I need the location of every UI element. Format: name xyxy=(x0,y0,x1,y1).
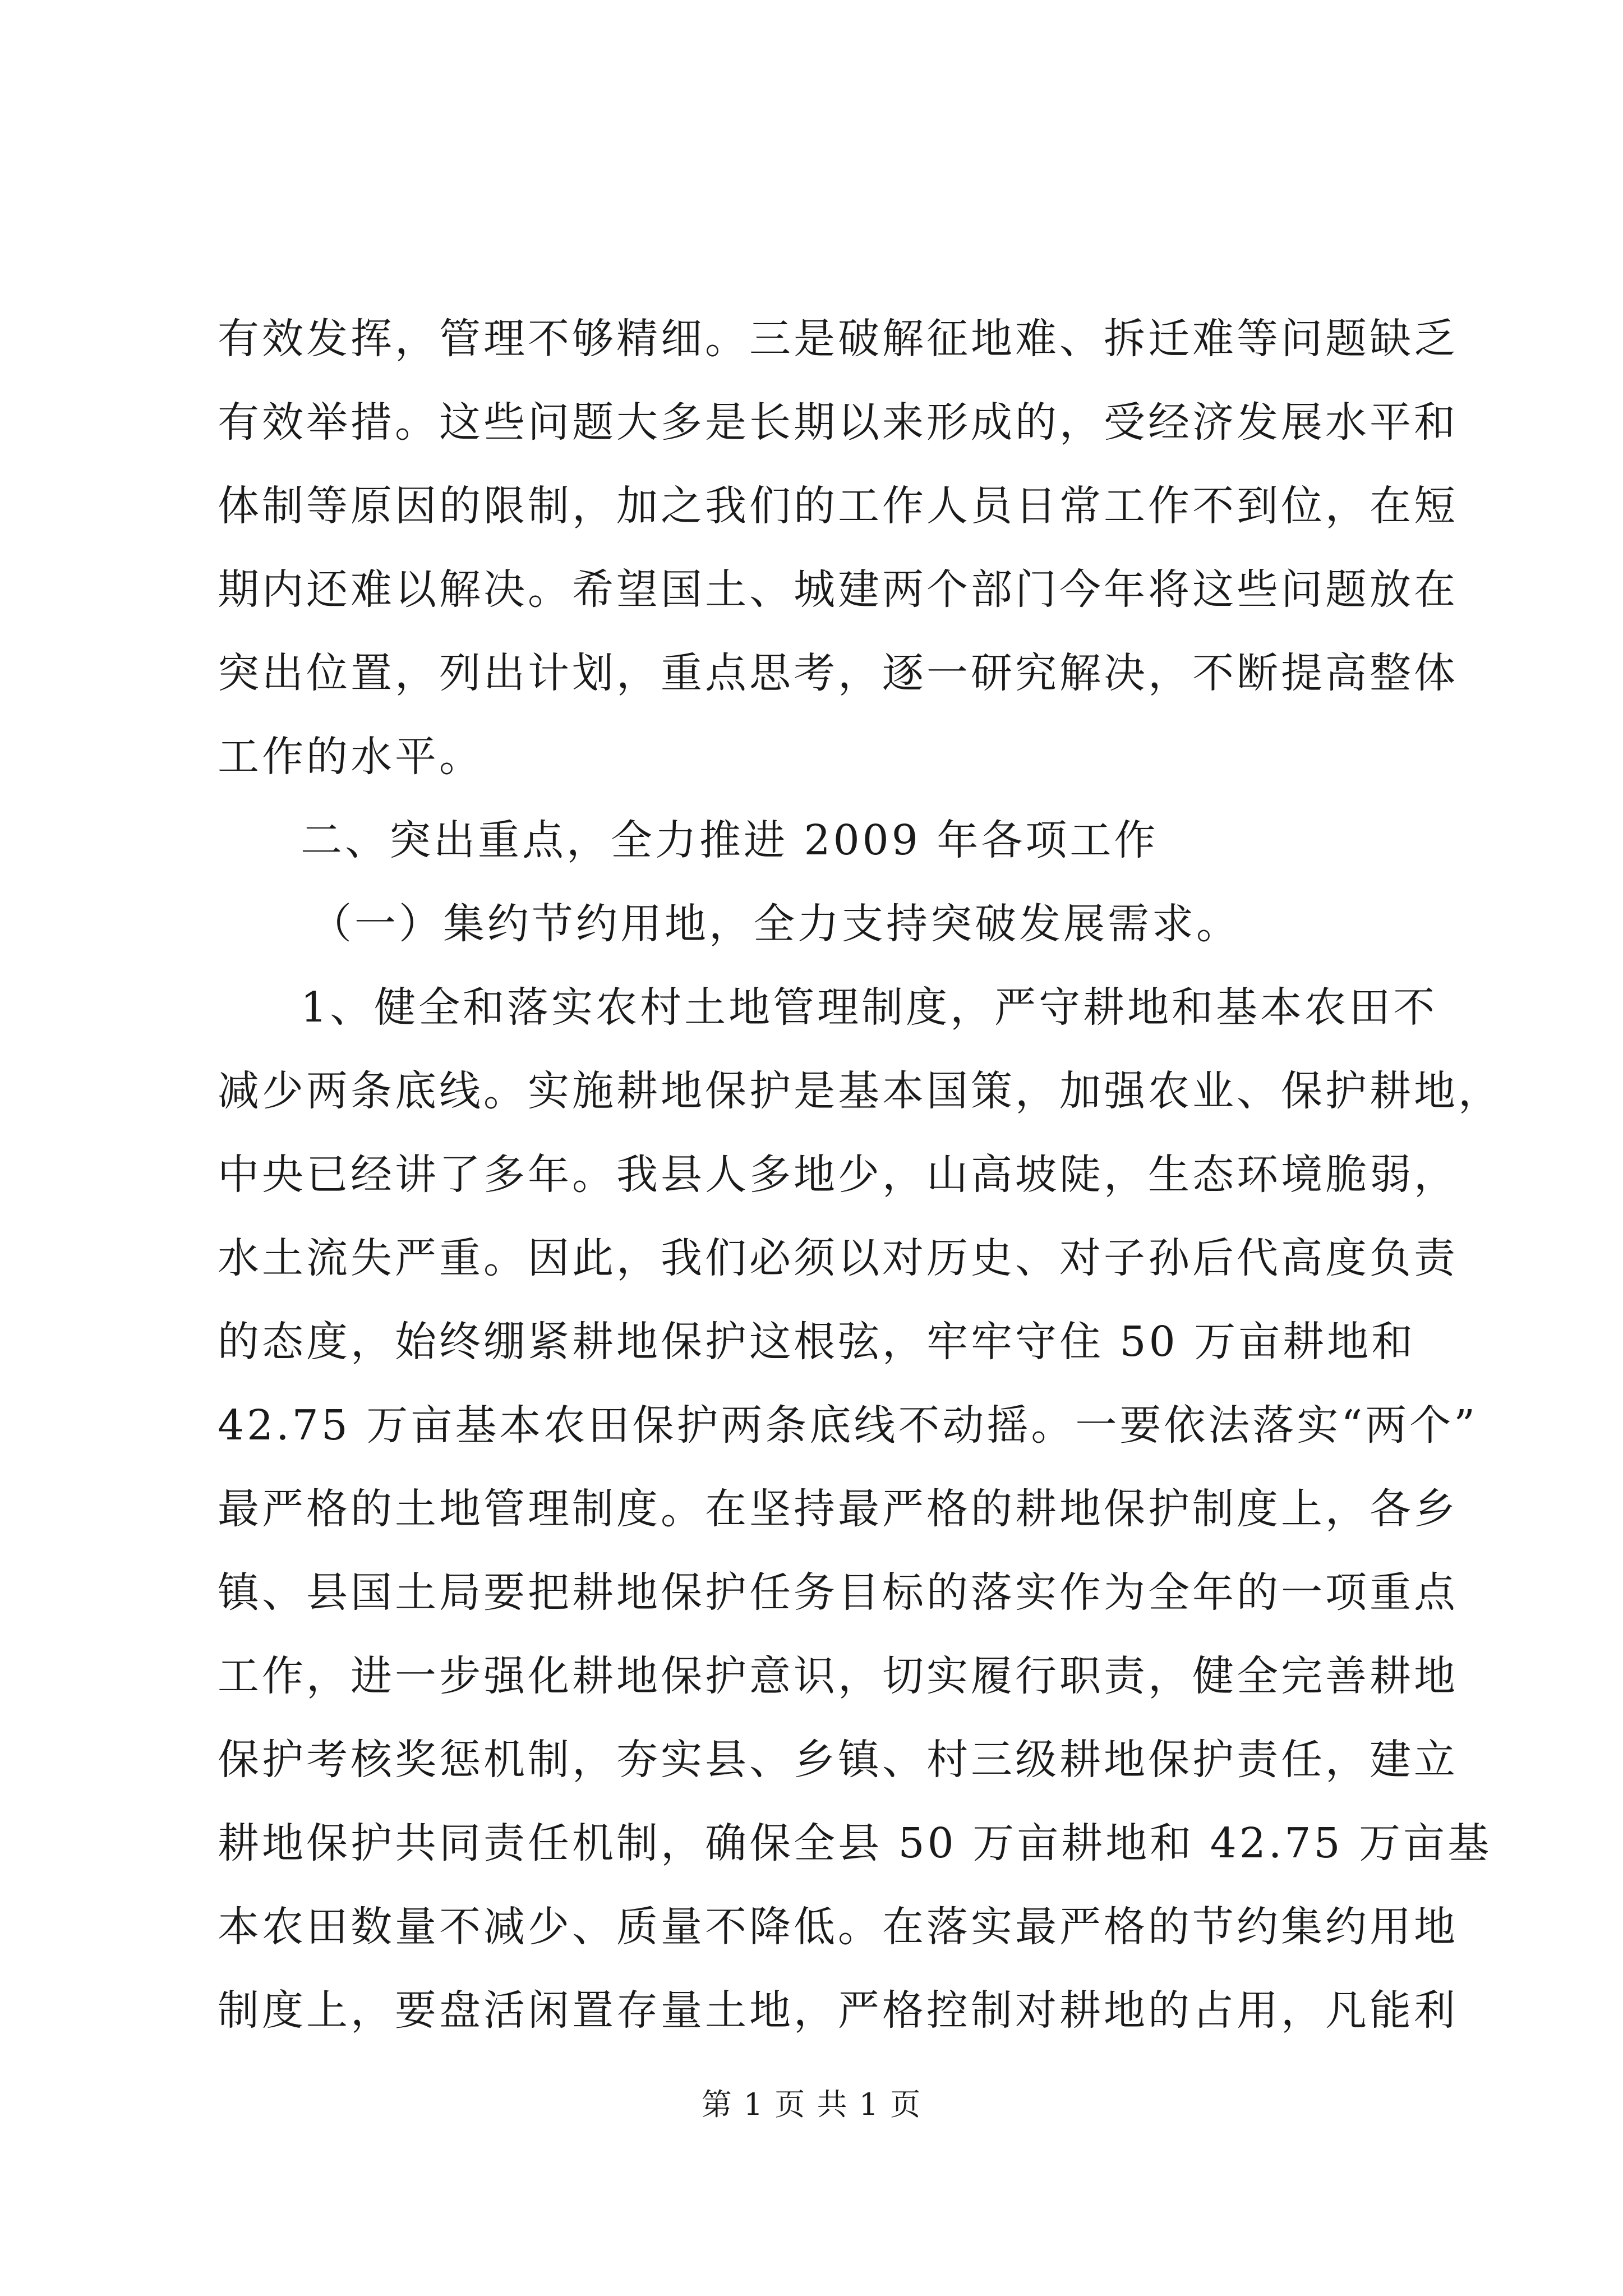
section-heading: 二、突出重点，全力推进 2009 年各项工作 xyxy=(301,816,1159,864)
text-line: 最严格的土地管理制度。在坚持最严格的耕地保护制度上，各乡 xyxy=(218,1485,1458,1533)
text-line: 水土流失严重。因此，我们必须以对历史、对子孙后代高度负责 xyxy=(218,1234,1458,1282)
text-line: 中央已经讲了多年。我县人多地少，山高坡陡，生态环境脆弱， xyxy=(218,1151,1458,1199)
text-line: 工作的水平。 xyxy=(218,733,483,781)
text-line: 1、健全和落实农村土地管理制度，严守耕地和基本农田不 xyxy=(301,983,1438,1032)
text-line: 突出位置，列出计划，重点思考，逐一研究解决，不断提高整体 xyxy=(218,649,1458,697)
text-line: 镇、县国土局要把耕地保护任务目标的落实作为全年的一项重点 xyxy=(218,1568,1458,1617)
text-line: 保护考核奖惩机制，夯实县、乡镇、村三级耕地保护责任，建立 xyxy=(218,1736,1458,1784)
text-line: 耕地保护共同责任机制，确保全县 50 万亩耕地和 42.75 万亩基 xyxy=(218,1819,1492,1867)
text-line: 有效发挥，管理不够精细。三是破解征地难、拆迁难等问题缺乏 xyxy=(218,315,1458,363)
text-line: 体制等原因的限制，加之我们的工作人员日常工作不到位，在短 xyxy=(218,482,1458,530)
page-footer xyxy=(0,2082,1623,2127)
text-line: 本农田数量不减少、质量不降低。在落实最严格的节约集约用地 xyxy=(218,1903,1458,1951)
text-line: 的态度，始终绷紧耕地保护这根弦，牢牢守住 50 万亩耕地和 xyxy=(218,1318,1416,1366)
text-line: 期内还难以解决。希望国土、城建两个部门今年将这些问题放在 xyxy=(218,565,1458,614)
document-body xyxy=(218,297,1502,2053)
subsection-heading: （一）集约节约用地，全力支持突破发展需求。 xyxy=(310,900,1241,948)
text-line: 制度上，要盘活闲置存量土地，严格控制对耕地的占用，凡能利 xyxy=(218,1986,1458,2035)
text-line: 42.75 万亩基本农田保护两条底线不动摇。一要依法落实“两个” xyxy=(218,1401,1478,1450)
text-line: 减少两条底线。实施耕地保护是基本国策，加强农业、保护耕地， xyxy=(218,1067,1502,1115)
text-line: 工作，进一步强化耕地保护意识，切实履行职责，健全完善耕地 xyxy=(218,1652,1458,1700)
page-number: 第 1 页 共 1 页 xyxy=(701,2087,922,2122)
text-line: 有效举措。这些问题大多是长期以来形成的，受经济发展水平和 xyxy=(218,398,1458,447)
